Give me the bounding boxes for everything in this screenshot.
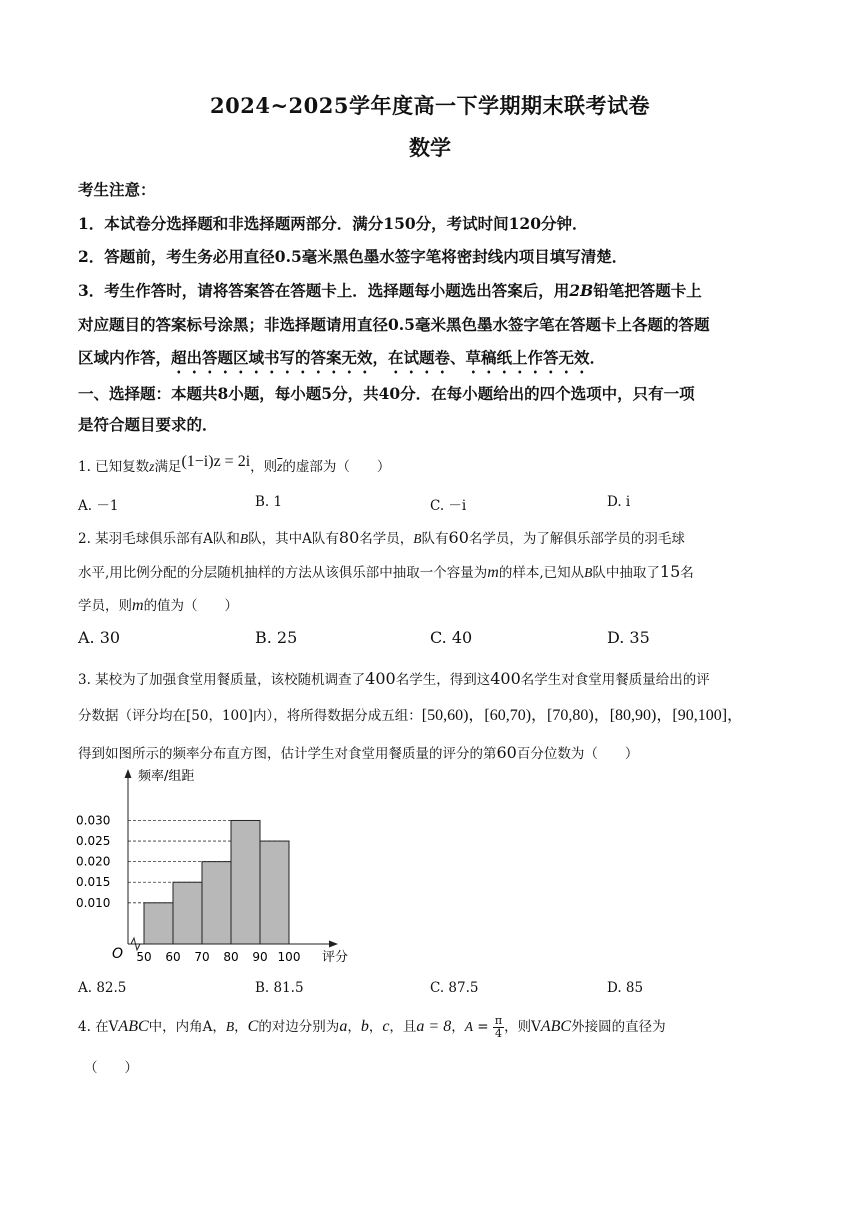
pi-over-4: $\frac{\pi}{4}$ [494,1014,503,1040]
emphasis-text: 在试题卷、草稿纸上作答无效 [388,348,590,367]
subject-title: 数学 [409,135,451,160]
y-tick-label: 0.030 [76,813,111,828]
question-3: 3. 某校为了加强食堂用餐质量，该校随机调查了400名学生，得到这400名学生对食堂用餐质量给出的评 [78,669,710,688]
q2-option-c: C. 40 [430,628,473,647]
notice-item-2: 2．答题前，考生务必用直径0.5毫米黑色墨水签字笔将密封线内项目填写清楚． [78,247,628,266]
y-tick-label: 0.010 [76,895,111,910]
y-axis-arrow [125,769,132,778]
notice-item-3-end: 区域内作答，超出答题区域书写的答案无效，在试题卷、草稿纸上作答无效． [78,348,606,367]
origin-label: O [112,946,124,962]
histogram-bar [144,903,173,944]
q1-option-b: B. 1 [255,494,283,510]
q2-option-d: D. 35 [607,628,650,647]
question-3-line-3: 得到如图所示的频率分布直方图，估计学生对食堂用餐质量的评分的第60百分位数为（ ） [78,743,639,762]
question-1: 1. 已知复数z满足(1−i)z = 2i，则$\overline{z}$的虚部为（ ） [78,453,391,475]
intervals: [50,60)，[60,70)，[70,80)，[80,90)，[90,100]， [421,707,744,724]
histogram-bar [202,862,231,944]
notice-item-3: 3．考生作答时，请将答案答在答题卡上．选择题每小题选出答案后，用2B铅笔把答题卡上 [78,281,702,300]
histogram-bar [173,882,202,944]
question-4-line-2: （ ） [84,1060,138,1076]
section-heading-cont: 是符合题目要求的． [78,415,218,434]
y-tick-label: 0.020 [76,854,111,869]
q1-option-c: C. －i [430,498,467,514]
notice-heading: 考生注意： [78,180,156,199]
x-tick-label: 70 [194,950,210,964]
q3-option-d: D. 85 [607,980,644,996]
conjugate-z: $\overline{z}$ [277,459,283,474]
q2-option-b: B. 25 [255,628,298,647]
x-tick-label: 100 [277,950,301,964]
q1-option-a: A. －1 [78,498,119,514]
question-3-line-2: 分数据（评分均在[50，100]内），将所得数据分成五组：[50,60)，[60,70)，[70,80)，[80,90)，[90,100]， [78,707,744,724]
histogram-bar [231,820,260,944]
histogram-bar [260,841,289,944]
x-tick-label: 90 [252,950,268,964]
x-tick-label: 50 [136,950,152,964]
notice-item-1: 1．本试卷分选择题和非选择题两部分．满分150分，考试时间120分钟． [78,214,588,233]
x-tick-label: 80 [223,950,239,964]
question-2-line-2: 水平,用比例分配的分层随机抽样的方法从该俱乐部中抽取一个容量为m的样本,已知从B队中抽取了15名 [78,562,694,581]
x-tick-label: 60 [165,950,181,964]
question-2: 2. 某羽毛球俱乐部有A队和B队，其中A队有80名学员，B队有60名学员，为了解俱乐部学员的羽毛球 [78,528,685,547]
notice-item-3-cont: 对应题目的答案标号涂黑；非选择题请用直径0.5毫米黑色墨水签字笔在答题卡上各题的答题 [78,315,710,334]
q1-option-d: D. i [607,494,631,510]
x-axis-arrow [329,941,338,948]
y-tick-label: 0.015 [76,875,111,890]
y-axis-label: 频率/组距 [138,769,195,784]
question-2-line-3: 学员，则m的值为（ ） [78,597,239,614]
question-4: 4. 在VABC中，内角A，B，C的对边分别为a，b，c，且a = 8，A = $\frac{\pi}{4}$ ，则VABC外接圆的直径为 [78,1014,666,1040]
exam-title: 2024~2025学年度高一下学期期末联考试卷 [210,93,650,118]
x-axis-label: 评分 [322,950,349,965]
frequency-histogram [70,766,350,968]
q3-option-b: B. 81.5 [255,980,304,996]
emphasis-text: 超出答题区域书写的答案无效 [171,348,373,367]
q3-option-c: C. 87.5 [430,980,479,996]
equation: (1−i)z = 2i [181,453,251,470]
section-heading: 一、选择题：本题共8小题，每小题5分，共40分．在每小题给出的四个选项中，只有一项 [78,384,695,403]
q3-option-a: A. 82.5 [78,980,127,996]
q2-option-a: A. 30 [78,628,121,647]
y-tick-label: 0.025 [76,834,111,849]
